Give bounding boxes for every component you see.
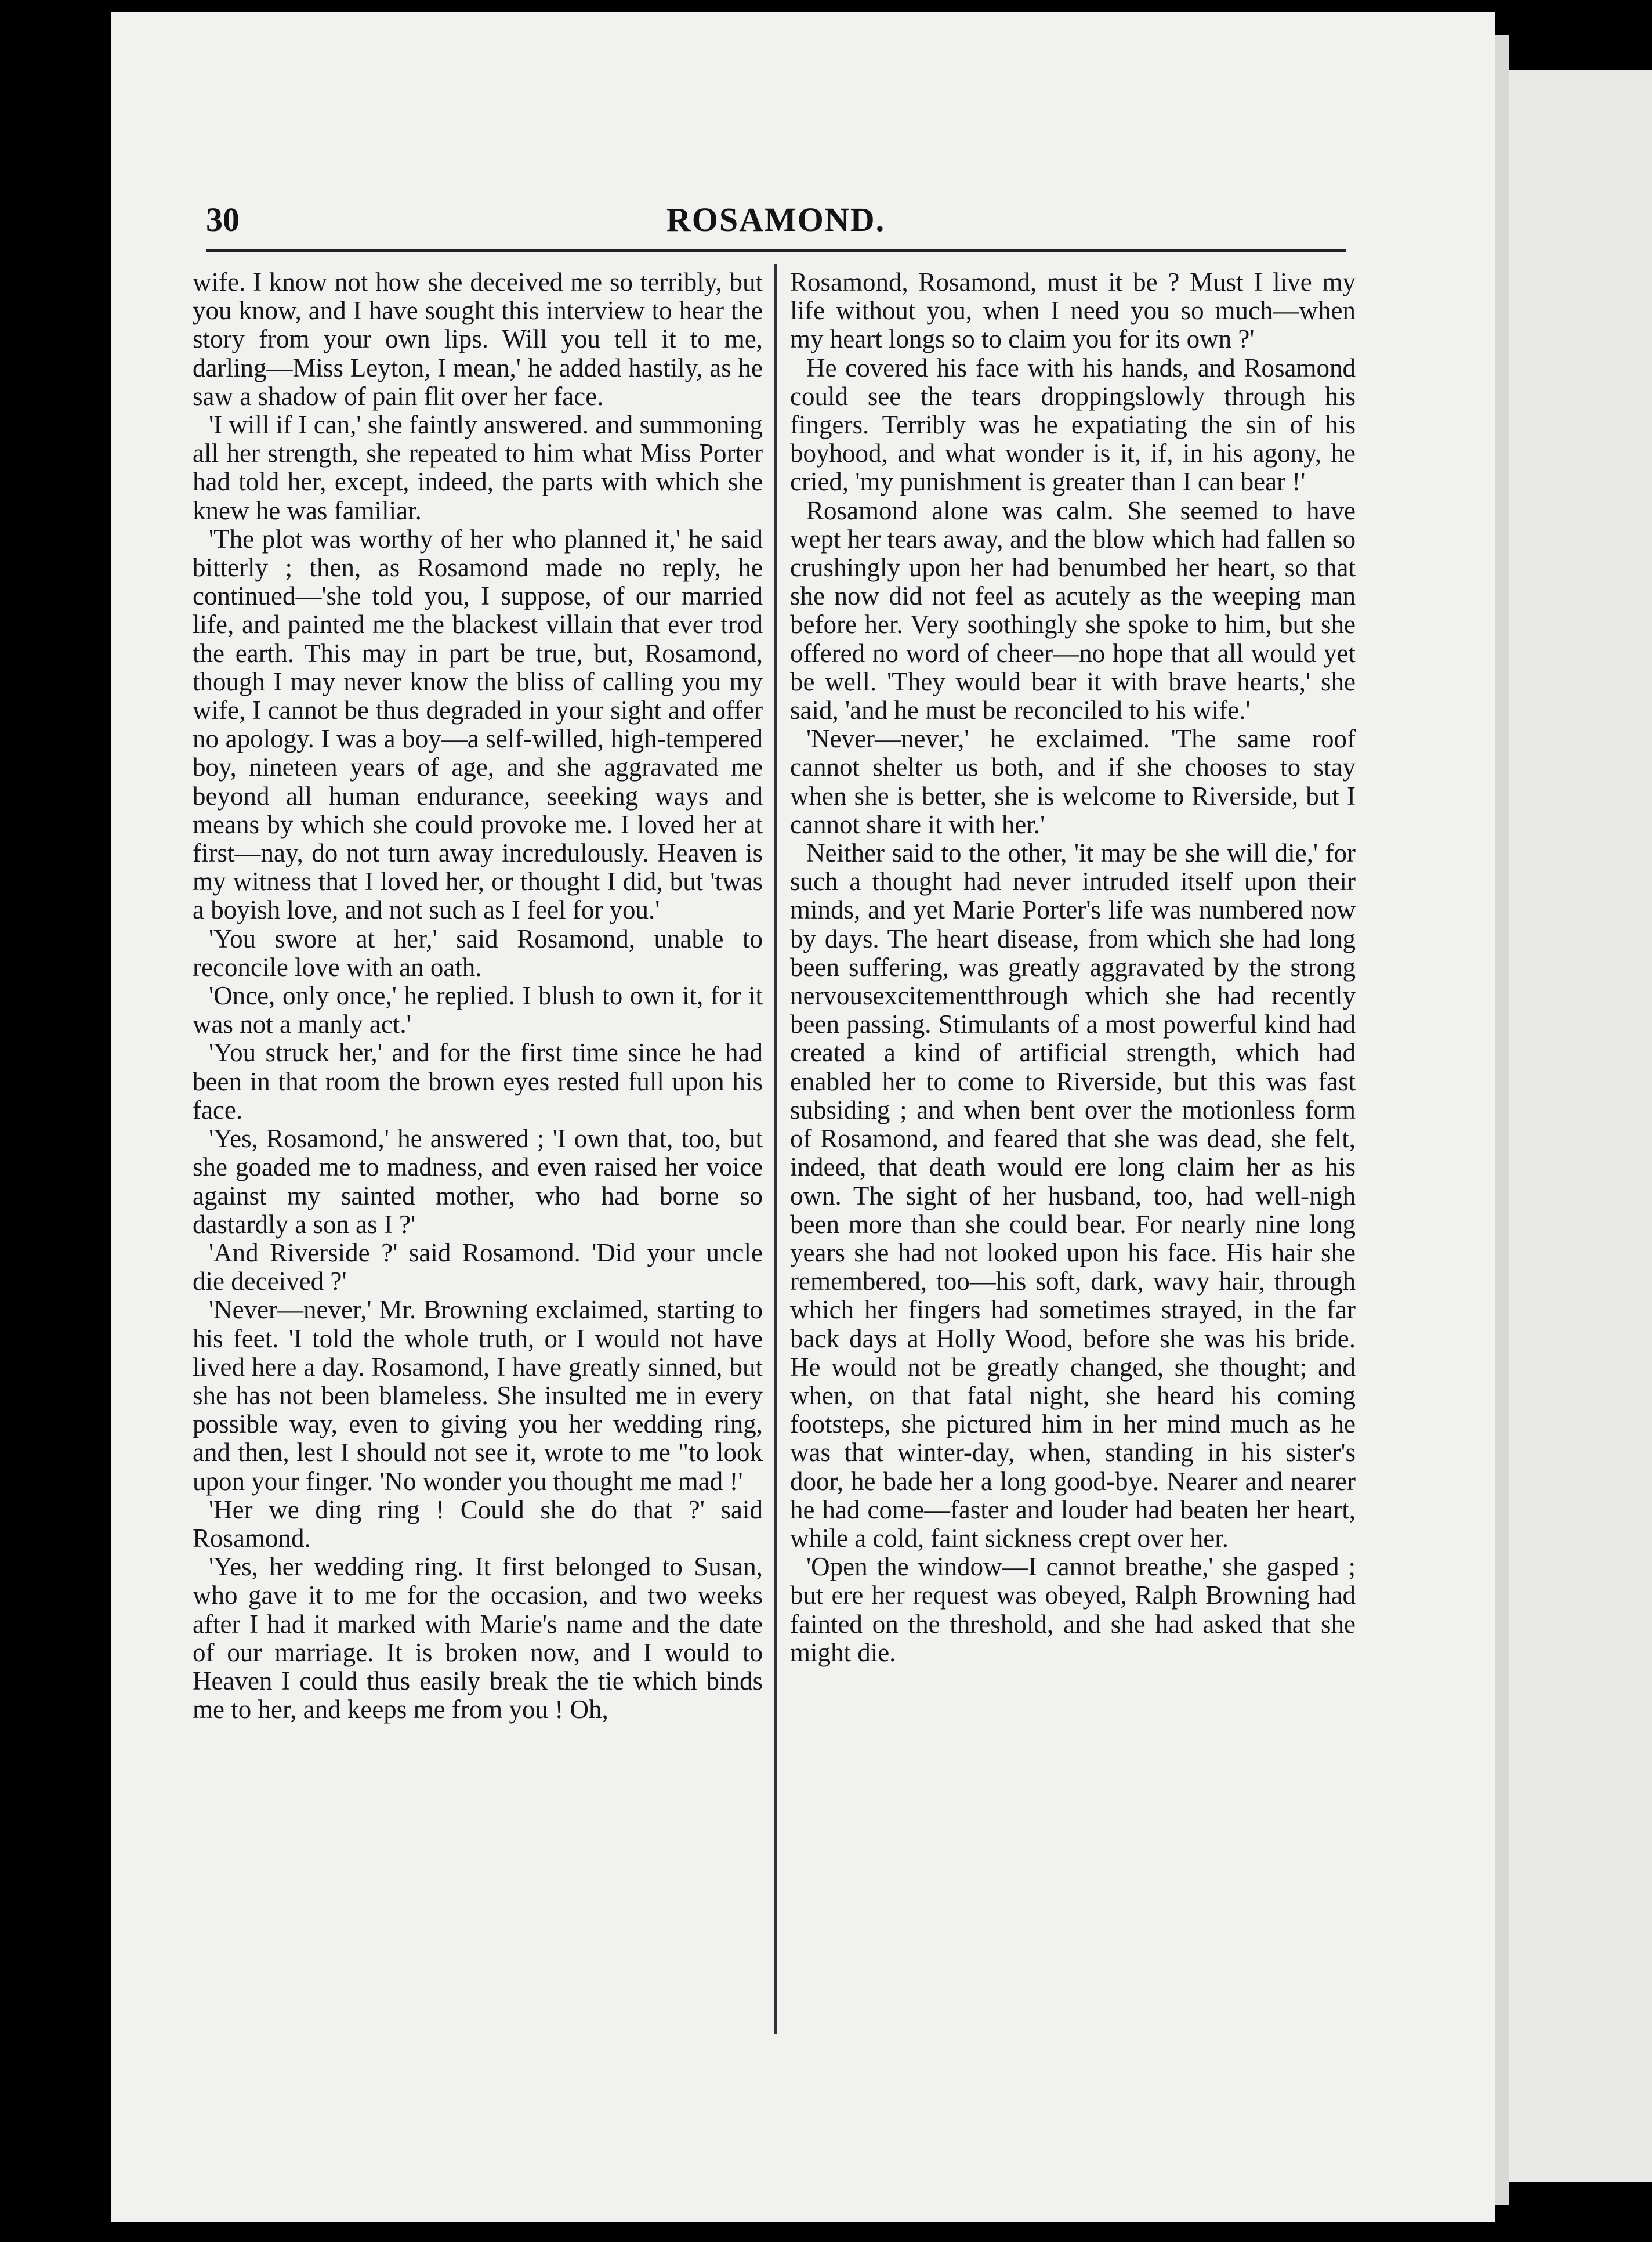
paragraph: 'The plot was worthy of her who planned it,' he said bitterly ; then, as Rosamond made no reply, he continued—'she told you, I suppose, of our married life, and painted me the blackest villain that ever trod the earth. This may in part be true, but, Rosamond, though I may never know the bliss of calling you my wife, I cannot be thus degraded in your sight and offer no apology. I was a boy—a self-willed, high-tempered boy, nineteen years of age, and she aggravated me beyond all human endurance, seeeking ways and means by which she could provoke me. I loved her at first—nay, do not turn away incredulously. Heaven is my witness that I loved her, or thought I did, but 'twas a boyish love, and not such as I feel for you.' [193, 524, 763, 925]
paragraph: 'I will if I can,' she faintly answered. and summoning all her strength, she repeated to him what Miss Porter had told her, except, indeed, the parts with which she knew he was familiar. [193, 410, 763, 525]
paragraph: 'Her we ding ring ! Could she do that ?' said Rosamond. [193, 1495, 763, 1553]
paragraph: 'Yes, her wedding ring. It first belonged to Susan, who gave it to me for the occasion, and two weeks after I had it marked with Marie's name and the date of our marriage. It is broken now, and I would to Heaven I could thus easily break the tie which binds me to her, and keeps me from you ! Oh, [193, 1552, 763, 1724]
paragraph: 'You struck her,' and for the first time since he had been in that room the brown eyes rested full upon his face. [193, 1038, 763, 1124]
right-column [790, 268, 1356, 1667]
left-column [193, 268, 763, 1724]
paragraph: 'Open the window—I cannot breathe,' she gasped ; but ere her request was obeyed, Ralph Browning had fainted on the threshold, and she had asked that she might die. [790, 1552, 1356, 1667]
paragraph: 'And Riverside ?' said Rosamond. 'Did your uncle die deceived ?' [193, 1238, 763, 1296]
page-number: 30 [206, 201, 240, 238]
paragraph: Rosamond, Rosamond, must it be ? Must I live my life without you, when I need you so much—when my heart longs so to claim you for its own ?' [790, 267, 1356, 354]
paragraph: wife. I know not how she deceived me so terribly, but you know, and I have sought this interview to hear the story from your own lips. Will you tell it to me, darling—Miss Leyton, I mean,' he added hastily, as he saw a shadow of pain flit over her face. [193, 267, 763, 411]
page-edge [1495, 35, 1509, 2205]
paragraph: 'Yes, Rosamond,' he answered ; 'I own that, too, but she goaded me to madness, and even raised her voice against my sainted mother, who had borne so dastardly a son as I ?' [193, 1124, 763, 1239]
page-header [206, 200, 1346, 252]
paragraph: He covered his face with his hands, and Rosamond could see the tears droppingslowly through his fingers. Terribly was he expatiating the sin of his boyhood, and what wonder is it, if, in his agony, he cried, 'my punishment is greater than I can bear !' [790, 353, 1356, 497]
paragraph: 'Once, only once,' he replied. I blush to own it, for it was not a manly act.' [193, 981, 763, 1039]
running-title: ROSAMOND. [666, 201, 886, 238]
header-rule [206, 249, 1346, 252]
paragraph: Rosamond alone was calm. She seemed to have wept her tears away, and the blow which had fallen so crushingly upon her had benumbed her heart, so that she now did not feel as acutely as the weeping man before her. Very soothingly she spoke to him, but she offered no word of cheer—no hope that all would yet be well. 'They would bear it with brave hearts,' she said, 'and he must be reconciled to his wife.' [790, 496, 1356, 725]
paragraph: Neither said to the other, 'it may be she will die,' for such a thought had never intruded itself upon their minds, and yet Marie Porter's life was numbered now by days. The heart disease, from which she had long been suffering, was greatly aggravated by the strong nervousexcitementthrough which she had recently been passing. Stimulants of a most powerful kind had created a kind of artificial strength, which had enabled her to come to Riverside, but this was fast subsiding ; and when bent over the motionless form of Rosamond, and feared that she was dead, she felt, indeed, that death would ere long claim her as his own. The sight of her husband, too, had well-nigh been more than she could bear. For nearly nine long years she had not looked upon his face. His hair she remembered, too—his soft, dark, wavy hair, through which her fingers had sometimes strayed, in the far back days at Holly Wood, before she was his bride. He would not be greatly changed, she thought; and when, on that fatal night, she heard his coming footsteps, she pictured him in her mind much as he was that winter-day, when, standing in his sister's door, he bade her a long good-bye. Nearer and nearer he had come—faster and louder had beaten her heart, while a cold, faint sickness crept over her. [790, 838, 1356, 1553]
adjacent-page-edge [1509, 70, 1652, 2182]
paragraph: 'You swore at her,' said Rosamond, unable to reconcile love with an oath. [193, 924, 763, 982]
column-divider [774, 264, 777, 2034]
paragraph: 'Never—never,' he exclaimed. 'The same roof cannot shelter us both, and if she chooses to stay when she is better, she is welcome to Riverside, but I cannot share it with her.' [790, 724, 1356, 839]
paragraph: 'Never—never,' Mr. Browning exclaimed, starting to his feet. 'I told the whole truth, or I would not have lived here a day. Rosamond, I have greatly sinned, but she has not been blameless. She insulted me in every possible way, even to giving you her wedding ring, and then, lest I should not see it, wrote to me "to look upon your finger. 'No wonder you thought me mad !' [193, 1295, 763, 1496]
